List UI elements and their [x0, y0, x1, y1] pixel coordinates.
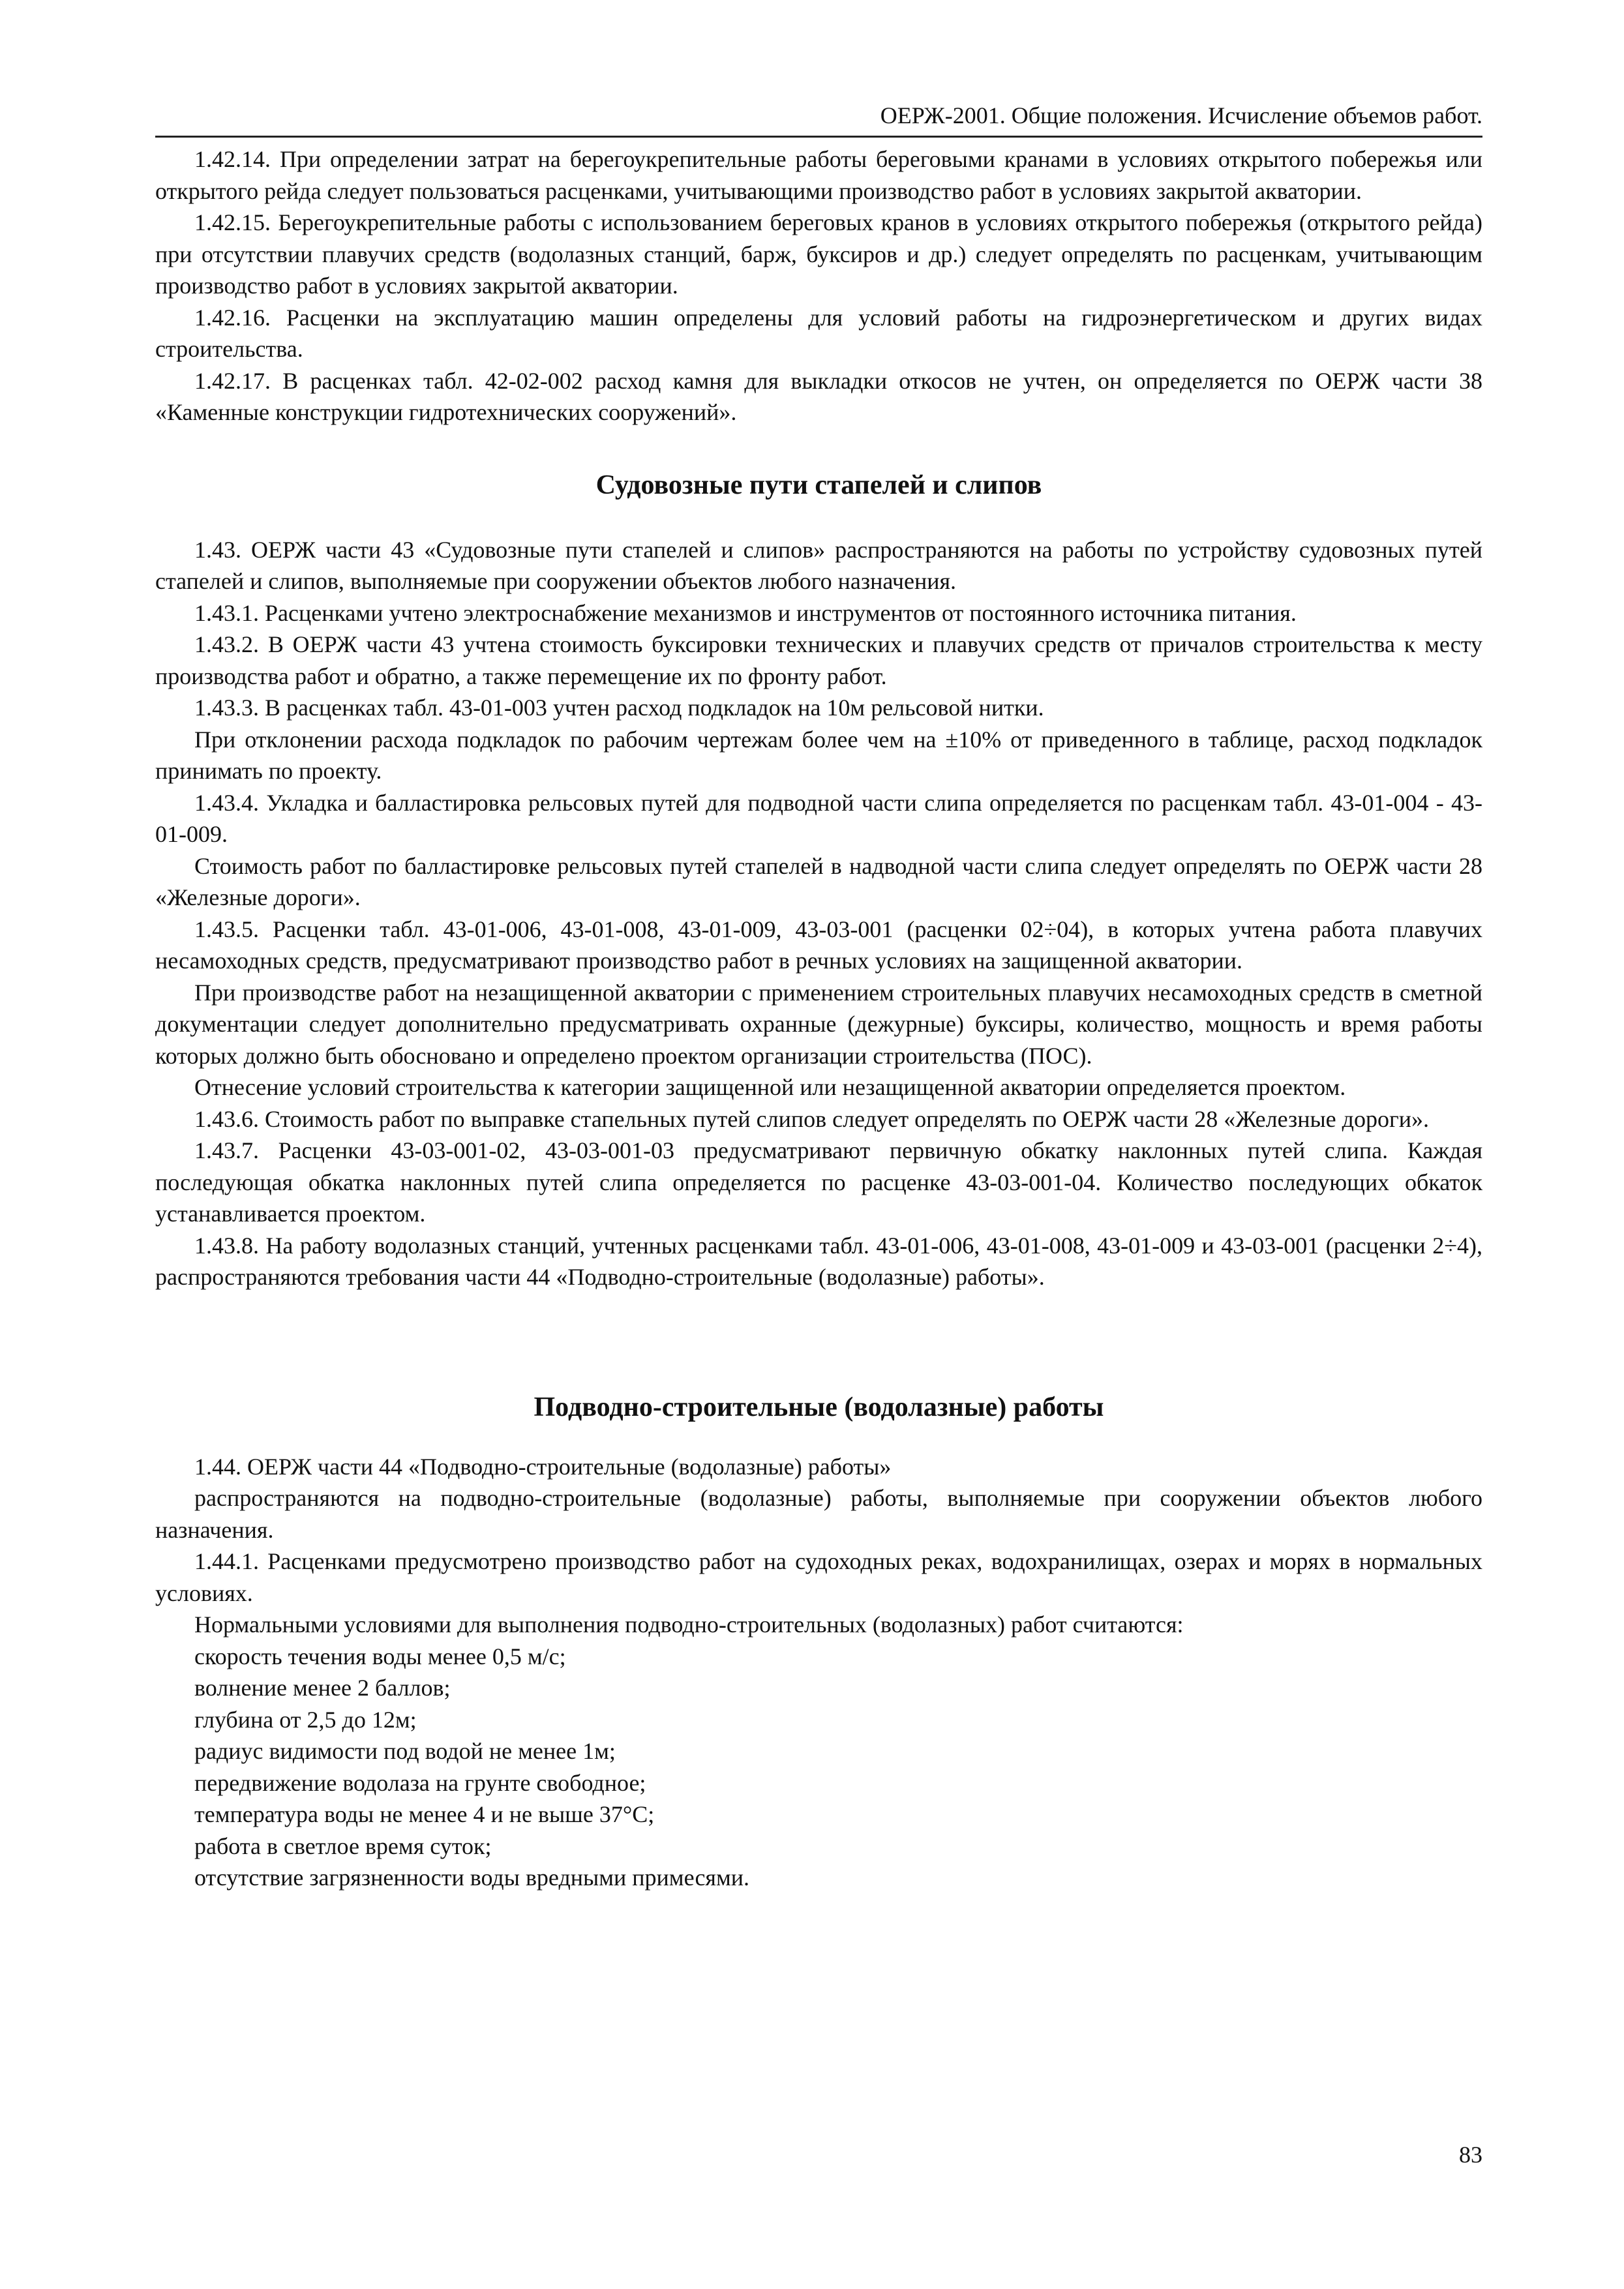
list-item: передвижение водолаза на грунте свободное; [194, 1769, 646, 1796]
paragraph-1-43-2: 1.43.2. В ОЕРЖ части 43 учтена стоимость буксировки технических и плавучих средств от причалов строительства к месту производства работ и обратно, а также перемещение их по фронту работ. [155, 631, 1482, 689]
list-item: глубина от 2,5 до 12м; [194, 1706, 417, 1733]
section-heading-43: Судовозные пути стапелей и слипов [595, 470, 1042, 500]
paragraph-1-42-17: 1.42.17. В расценках табл. 42-02-002 расход камня для выкладки откосов не учтен, он определяется по ОЕРЖ части 38 «Каменные конструкции гидротехнических сооружений». [155, 367, 1482, 425]
normal-conditions-lead: Нормальными условиями для выполнения подводно-строительных (водолазных) работ считаются: [194, 1611, 1184, 1638]
paragraph-1-42-16: 1.42.16. Расценки на эксплуатацию машин определены для условий работы на гидроэнергетическом и других видах строительства. [155, 304, 1482, 362]
paragraph-1-43-6: 1.43.6. Стоимость работ по выправке стапельных путей слипов следует определять по ОЕРЖ части 28 «Железные дороги». [194, 1105, 1429, 1132]
paragraph-1-44-cont: распространяются на подводно-строительные (водолазные) работы, выполняемые при сооружении объектов любого назначения. [155, 1485, 1482, 1543]
list-item: отсутствие загрязненности воды вредными примесями. [194, 1864, 750, 1891]
list-item: радиус видимости под водой не менее 1м; [194, 1738, 616, 1764]
document-body [155, 143, 1482, 1894]
paragraph-1-44: 1.44. ОЕРЖ части 44 «Подводно-строительные (водолазные) работы» [194, 1453, 892, 1480]
page-header [155, 98, 1482, 138]
paragraph-1-43-3: 1.43.3. В расценках табл. 43-01-003 учтен расход подкладок на 10м рельсовой нитки. [194, 695, 1044, 721]
paragraph-1-42-14: 1.42.14. При определении затрат на берегоукрепительные работы береговыми кранами в условиях открытого побережья или открытого рейда следует пользоваться расценками, учитывающими производство работ в условиях закрытой акватории. [155, 146, 1482, 204]
page-number: 83 [1459, 2142, 1482, 2168]
paragraph-1-43: 1.43. ОЕРЖ части 43 «Судовозные пути стапелей и слипов» распространяются на работы по устройству судовозных путей стапелей и слипов, выполняемые при сооружении объектов любого назначения. [155, 536, 1482, 594]
normal-conditions-list [155, 1641, 1482, 1894]
list-item: температура воды не менее 4 и не выше 37°С; [194, 1801, 655, 1827]
paragraph-1-43-1: 1.43.1. Расценками учтено электроснабжение механизмов и инструментов от постоянного источника питания. [194, 599, 1297, 626]
running-title: ОЕРЖ-2001. Общие положения. Исчисление объемов работ. [880, 102, 1482, 128]
paragraph-1-43-5: 1.43.5. Расценки табл. 43-01-006, 43-01-008, 43-01-009, 43-03-001 (расценки 02÷04), в которых учтена работа плавучих несамоходных средств, предусматривают производство работ в речных условиях на защищенной акватории. [155, 916, 1482, 974]
paragraph-1-44-1: 1.44.1. Расценками предусмотрено производство работ на судоходных реках, водохранилищах, озерах и морях в нормальных условиях. [155, 1548, 1482, 1606]
list-item: работа в светлое время суток; [194, 1833, 492, 1859]
paragraph-1-43-7: 1.43.7. Расценки 43-03-001-02, 43-03-001-03 предусматривают первичную обкатку наклонных путей слипа. Каждая последующая обкатка наклонных путей слипа определяется по расценке 43-03-001-04. Количество последующих обкаток устанавливается проектом. [155, 1137, 1482, 1227]
paragraph-1-42-15: 1.42.15. Берегоукрепительные работы с использованием береговых кранов в условиях открытого побережья (открытого рейда) при отсутствии плавучих средств (водолазных станций, барж, буксиров и др.) следует определять по расценкам, учитывающим производство работ в условиях закрытой акватории. [155, 209, 1482, 299]
paragraph-1-43-8: 1.43.8. На работу водолазных станций, учтенных расценками табл. 43-01-006, 43-01-008, 43-01-009 и 43-03-001 (расценки 2÷4), распространяются требования части 44 «Подводно-строительные (водолазные) работы». [155, 1232, 1482, 1290]
list-item: волнение менее 2 баллов; [194, 1675, 451, 1701]
paragraph-1-43-3-note: При отклонении расхода подкладок по рабочим чертежам более чем на ±10% от приведенного в таблице, расход подкладок принимать по проекту. [155, 726, 1482, 784]
section-heading-44: Подводно-строительные (водолазные) работы [534, 1392, 1104, 1422]
paragraph-1-43-4: 1.43.4. Укладка и балластировка рельсовых путей для подводной части слипа определяется по расценкам табл. 43-01-004 - 43-01-009. [155, 789, 1482, 847]
paragraph-1-43-5-note: При производстве работ на незащищенной акватории с применением строительных плавучих несамоходных средств в сметной документации следует дополнительно предусматривать охранные (дежурные) буксиры, количество, мощность и время работы которых должно быть обосновано и определено проектом организации строительства (ПОС). [155, 979, 1482, 1069]
paragraph-1-43-4-note: Стоимость работ по балластировке рельсовых путей стапелей в надводной части слипа следует определять по ОЕРЖ части 28 «Железные дороги». [155, 852, 1482, 910]
paragraph-1-43-5-category: Отнесение условий строительства к категории защищенной или незащищенной акватории определяется проектом. [194, 1074, 1346, 1100]
list-item: скорость течения воды менее 0,5 м/с; [194, 1643, 566, 1669]
